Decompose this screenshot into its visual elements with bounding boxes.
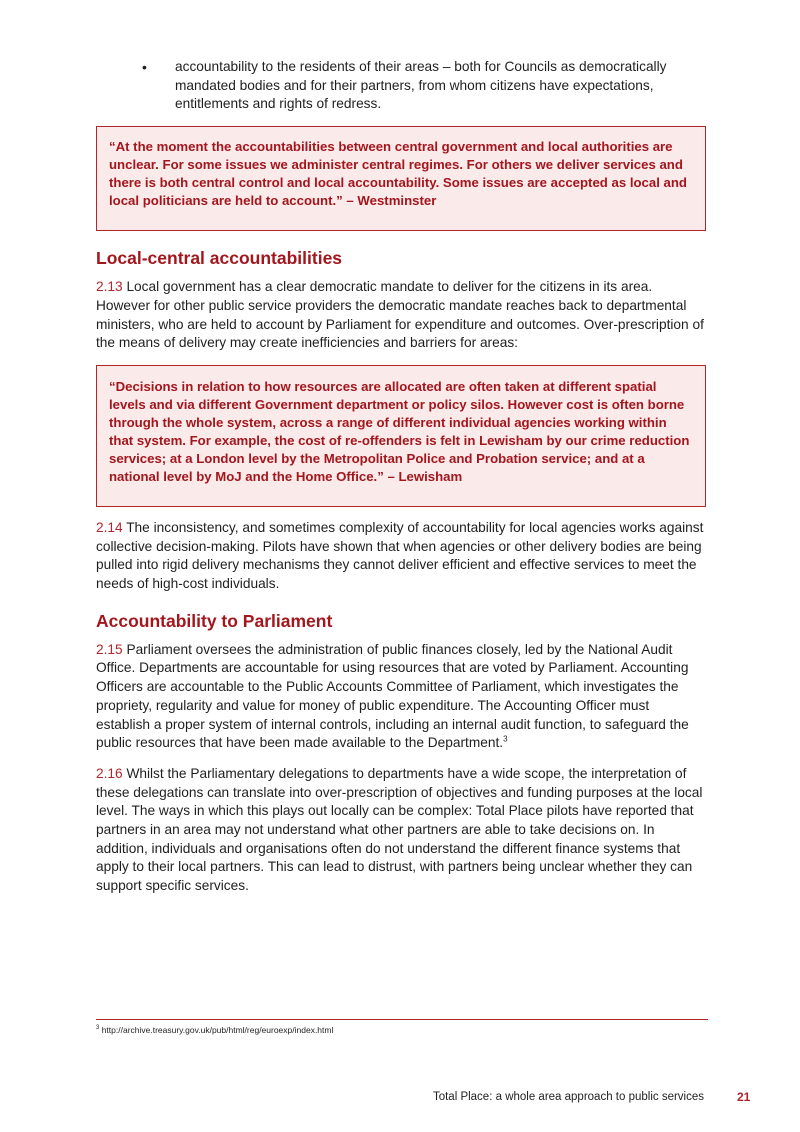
- section-heading-parliament: Accountability to Parliament: [96, 610, 333, 631]
- footnote-link[interactable]: http://archive.treasury.gov.uk/pub/html/reg/euroexp/index.html: [99, 1025, 334, 1035]
- bullet-icon: •: [142, 59, 147, 75]
- paragraph-2-14: [96, 519, 706, 594]
- footnote-divider: [96, 1019, 708, 1020]
- main-content: [96, 58, 706, 908]
- paragraph-number: 2.14: [96, 519, 123, 535]
- paragraph-2-15: [96, 641, 706, 753]
- paragraph-text: Parliament oversees the administration of public finances closely, led by the National Audit Office. Departments are accountable for using resources that are voted by Parliament. Accounting Officers are accountable to the Public Accounts Committee of Parliament, which investigates the propriety, regularity and value for money of public expenditure. The Accounting Officer must establish a proper system of internal controls, including an internal audit function, to safeguard the public resources that have been made available to the Department.: [96, 641, 689, 751]
- paragraph-text: The inconsistency, and sometimes complexity of accountability for local agencies works against collective decision-making. Pilots have shown that when agencies or other delivery bodies are being pulled into rigid delivery mechanisms they cannot deliver efficient and effective services to meet the needs of high-cost individuals.: [96, 519, 704, 592]
- footnote-number: 3: [96, 1025, 100, 1032]
- bullet-text: accountability to the residents of their areas – both for Councils as democratically mandated bodies and for their partners, from whom citizens have expectations, entitlements and rights of redress.: [175, 59, 667, 112]
- footnote: [96, 1025, 333, 1035]
- quote-box-westminster: “At the moment the accountabilities between central government and local authorities are unclear. For some issues we administer central regimes. For others we deliver services and there is both central control and local accountability. Some issues are accepted as local and local politicians are held to account.” – Westminster: [96, 126, 706, 231]
- section-heading-local-central: Local-central accountabilities: [96, 248, 343, 269]
- quote-box-lewisham: “Decisions in relation to how resources are allocated are often taken at different spatial levels and via different Government department or policy silos. However cost is often borne through the whole system, across a range of different individual agencies working within that system. For example, the cost of re-offenders is felt in Lewisham by our crime reduction services; at a London level by the Metropolitan Police and Probation service; and at a national level by MoJ and the Home Office.” – Lewisham: [96, 365, 706, 507]
- running-footer-title: Total Place: a whole area approach to public services: [432, 1091, 704, 1103]
- paragraph-text: Local government has a clear democratic mandate to deliver for the citizens in its area. However for other public service providers the democratic mandate reaches back to departmental ministers, who are held to account by Parliament for expenditure and outcomes. Over-prescription of the means of delivery may create inefficiencies and barriers for areas:: [96, 279, 704, 351]
- bullet-item: [142, 58, 706, 114]
- footnote-reference[interactable]: 3: [503, 734, 508, 744]
- paragraph-number: 2.15: [96, 641, 123, 657]
- paragraph-number: 2.13: [96, 279, 123, 295]
- paragraph-2-13: [96, 278, 706, 353]
- paragraph-number: 2.16: [96, 765, 123, 781]
- paragraph-2-16: [96, 765, 706, 896]
- page-number: 21: [737, 1090, 751, 1104]
- paragraph-text: Whilst the Parliamentary delegations to departments have a wide scope, the interpretation of these delegations can translate into over-prescription of objectives and funding purposes at the local level. The ways in which this plays out locally can be complex: Total Place pilots have reported that partners in an area may not understand what other partners are able to take decisions on. In addition, individuals and organisations often do not understand the different finance systems that apply to their local partners. This can lead to distrust, with partners being unclear whether they can support specific services.: [96, 765, 703, 894]
